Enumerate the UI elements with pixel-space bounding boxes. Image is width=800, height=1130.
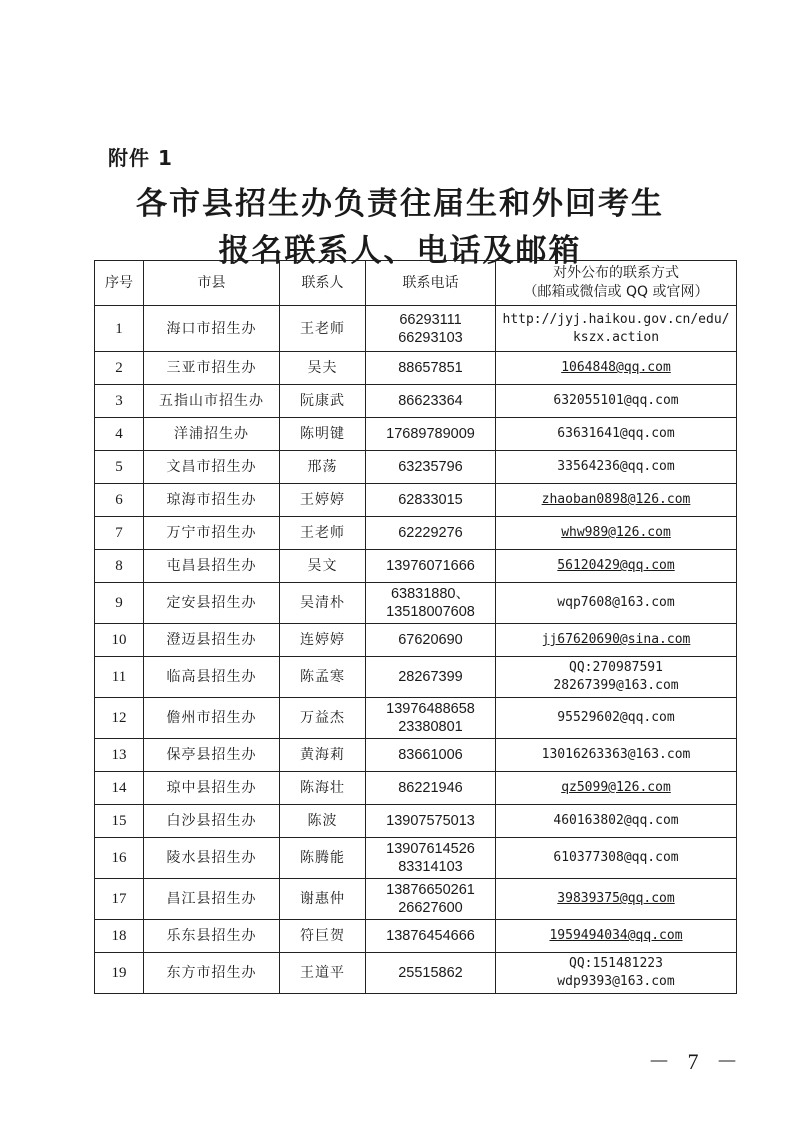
page-number: － 7 － [648, 1049, 745, 1074]
cell-no: 15 [95, 805, 144, 838]
cell-line: wdp9393@163.com [557, 974, 675, 989]
cell-line: 17689789009 [386, 426, 475, 442]
cell-person: 吴清朴 [280, 583, 366, 624]
cell-no: 12 [95, 698, 144, 739]
cell-city: 琼中县招生办 [144, 772, 280, 805]
cell-contact [496, 451, 737, 484]
cell-line: 33564236@qq.com [557, 459, 675, 474]
cell-contact [496, 657, 737, 698]
cell-city: 三亚市招生办 [144, 352, 280, 385]
table-row [95, 624, 737, 657]
cell-line: 23380801 [398, 719, 463, 735]
cell-city: 屯昌县招生办 [144, 550, 280, 583]
cell-line: QQ:151481223 [569, 956, 663, 971]
cell-person: 王老师 [280, 306, 366, 352]
table-row [95, 517, 737, 550]
cell-line: 66293103 [398, 329, 463, 346]
table-row [95, 550, 737, 583]
cell-contact [496, 805, 737, 838]
cell-contact [496, 739, 737, 772]
cell-no: 17 [95, 879, 144, 920]
cell-contact [496, 698, 737, 739]
cell-line: 13876650261 [386, 882, 475, 898]
email-link[interactable]: 56120429@qq.com [557, 558, 675, 573]
email-link[interactable]: jj67620690@sina.com [541, 632, 691, 647]
cell-contact [496, 550, 737, 583]
cell-person: 连婷婷 [280, 624, 366, 657]
header-contact [496, 261, 737, 306]
cell-city: 昌江县招生办 [144, 879, 280, 920]
cell-phone [366, 418, 496, 451]
cell-person: 谢惠仲 [280, 879, 366, 920]
cell-no: 10 [95, 624, 144, 657]
cell-no: 4 [95, 418, 144, 451]
cell-person: 邢荡 [280, 451, 366, 484]
cell-city: 乐东县招生办 [144, 920, 280, 953]
contact-table [94, 260, 737, 994]
cell-line: 86623364 [398, 393, 463, 409]
cell-phone [366, 698, 496, 739]
cell-city: 五指山市招生办 [144, 385, 280, 418]
cell-line: 86221946 [398, 780, 463, 796]
cell-line: 28267399@163.com [553, 678, 679, 693]
cell-no: 11 [95, 657, 144, 698]
table-row [95, 879, 737, 920]
cell-city: 临高县招生办 [144, 657, 280, 698]
cell-city: 洋浦招生办 [144, 418, 280, 451]
cell-person: 王老师 [280, 517, 366, 550]
cell-line: 95529602@qq.com [557, 710, 675, 725]
header-contact-line-1: 对外公布的联系方式 [553, 265, 679, 281]
cell-phone [366, 879, 496, 920]
cell-person: 陈孟寒 [280, 657, 366, 698]
cell-line: 83314103 [398, 859, 463, 875]
cell-person: 黄海莉 [280, 739, 366, 772]
cell-person: 万益杰 [280, 698, 366, 739]
cell-contact [496, 624, 737, 657]
cell-phone [366, 624, 496, 657]
cell-line: 13518007608 [386, 604, 475, 620]
cell-no: 5 [95, 451, 144, 484]
cell-city: 白沙县招生办 [144, 805, 280, 838]
cell-person: 阮康武 [280, 385, 366, 418]
cell-line: 66293111 [399, 311, 462, 328]
cell-city: 文昌市招生办 [144, 451, 280, 484]
cell-city: 琼海市招生办 [144, 484, 280, 517]
cell-city: 海口市招生办 [144, 306, 280, 352]
cell-phone [366, 838, 496, 879]
cell-contact [496, 517, 737, 550]
table-row [95, 657, 737, 698]
cell-phone [366, 739, 496, 772]
attachment-label: 附件 1 [108, 146, 173, 170]
cell-contact [496, 920, 737, 953]
cell-contact [496, 352, 737, 385]
cell-phone [366, 772, 496, 805]
table-row [95, 418, 737, 451]
cell-person: 吴文 [280, 550, 366, 583]
cell-phone [366, 583, 496, 624]
cell-line: 610377308@qq.com [553, 850, 679, 865]
cell-no: 14 [95, 772, 144, 805]
document-title-line-2: 报名联系人、电话及邮箱 [218, 233, 582, 269]
cell-no: 13 [95, 739, 144, 772]
cell-line: 26627600 [398, 900, 463, 916]
table-row [95, 352, 737, 385]
cell-line: http://jyj.haikou.gov.cn/edu/ [502, 311, 730, 327]
cell-line: 67620690 [398, 632, 463, 648]
cell-contact [496, 418, 737, 451]
cell-no: 2 [95, 352, 144, 385]
cell-person: 陈腾能 [280, 838, 366, 879]
cell-person: 王道平 [280, 953, 366, 994]
cell-person: 陈明键 [280, 418, 366, 451]
cell-contact [496, 306, 737, 352]
table-row [95, 805, 737, 838]
cell-no: 6 [95, 484, 144, 517]
email-link[interactable]: 1959494034@qq.com [549, 928, 683, 943]
cell-line: 13976071666 [386, 558, 475, 574]
cell-line: 62833015 [398, 492, 463, 508]
email-link[interactable]: 1064848@qq.com [561, 360, 671, 375]
cell-line: 460163802@qq.com [553, 813, 679, 828]
table-row [95, 484, 737, 517]
cell-phone [366, 953, 496, 994]
table-row [95, 583, 737, 624]
cell-phone [366, 352, 496, 385]
cell-city: 东方市招生办 [144, 953, 280, 994]
cell-line: 63631641@qq.com [557, 426, 675, 441]
table-body [95, 306, 737, 994]
table-row [95, 698, 737, 739]
table-header-row [95, 261, 737, 306]
cell-phone [366, 306, 496, 352]
cell-contact [496, 838, 737, 879]
cell-line: 13876454666 [386, 928, 475, 944]
cell-phone [366, 484, 496, 517]
cell-city: 万宁市招生办 [144, 517, 280, 550]
cell-contact [496, 484, 737, 517]
table-row [95, 920, 737, 953]
email-link[interactable]: whw989@126.com [561, 525, 671, 540]
cell-line: 13907575013 [386, 813, 475, 829]
cell-contact [496, 772, 737, 805]
cell-line: 13976488658 [386, 701, 475, 717]
email-link[interactable]: zhaoban0898@126.com [541, 492, 691, 507]
email-link[interactable]: 39839375@qq.com [557, 891, 675, 906]
table-row [95, 953, 737, 994]
header-no: 序号 [95, 261, 144, 306]
cell-line: 63831880、 [390, 586, 470, 602]
cell-no: 7 [95, 517, 144, 550]
table-row [95, 306, 737, 352]
cell-city: 陵水县招生办 [144, 838, 280, 879]
cell-no: 16 [95, 838, 144, 879]
table-row [95, 838, 737, 879]
cell-line: 632055101@qq.com [553, 393, 679, 408]
cell-phone [366, 451, 496, 484]
cell-phone [366, 385, 496, 418]
cell-no: 1 [95, 306, 144, 352]
document-title-line-1: 各市县招生办负责往届生和外回考生 [136, 186, 664, 222]
cell-line: 88657851 [398, 360, 463, 376]
cell-no: 9 [95, 583, 144, 624]
cell-phone [366, 805, 496, 838]
table-row [95, 739, 737, 772]
cell-line: QQ:270987591 [569, 660, 663, 675]
cell-person: 陈海壮 [280, 772, 366, 805]
cell-city: 定安县招生办 [144, 583, 280, 624]
cell-no: 18 [95, 920, 144, 953]
header-phone: 联系电话 [366, 261, 496, 306]
cell-phone [366, 920, 496, 953]
cell-phone [366, 517, 496, 550]
cell-person: 陈波 [280, 805, 366, 838]
header-person: 联系人 [280, 261, 366, 306]
table-row [95, 772, 737, 805]
cell-line: 28267399 [398, 669, 463, 685]
cell-line: 25515862 [398, 965, 463, 981]
cell-line: 13907614526 [386, 841, 475, 857]
cell-city: 儋州市招生办 [144, 698, 280, 739]
cell-city: 澄迈县招生办 [144, 624, 280, 657]
cell-contact [496, 385, 737, 418]
cell-person: 吴夫 [280, 352, 366, 385]
cell-line: wqp7608@163.com [557, 595, 675, 610]
table-row [95, 385, 737, 418]
cell-city: 保亭县招生办 [144, 739, 280, 772]
cell-no: 3 [95, 385, 144, 418]
cell-phone [366, 657, 496, 698]
cell-line: kszx.action [572, 329, 660, 345]
cell-line: 62229276 [398, 525, 463, 541]
cell-contact [496, 879, 737, 920]
cell-person: 符巨贺 [280, 920, 366, 953]
cell-line: 83661006 [398, 747, 463, 763]
header-city: 市县 [144, 261, 280, 306]
table-row [95, 451, 737, 484]
cell-no: 8 [95, 550, 144, 583]
cell-contact [496, 583, 737, 624]
email-link[interactable]: qz5099@126.com [561, 780, 671, 795]
cell-person: 王婷婷 [280, 484, 366, 517]
header-contact-line-2: （邮箱或微信或 QQ 或官网） [523, 284, 709, 300]
cell-contact [496, 953, 737, 994]
cell-line: 63235796 [398, 459, 463, 475]
cell-no: 19 [95, 953, 144, 994]
cell-line: 13016263363@163.com [541, 747, 691, 762]
cell-phone [366, 550, 496, 583]
